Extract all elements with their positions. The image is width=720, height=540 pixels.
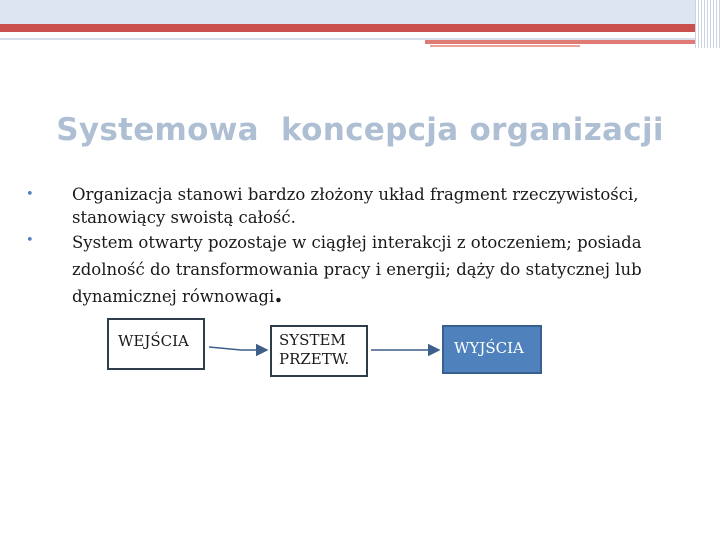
slide-title: Systemowa koncepcja organizacji — [56, 112, 664, 148]
bullet-text: System otwarty pozostaje w ciągłej interakcji z otoczeniem; posiada zdolność do transformowania pracy i energii; dąży do statycznej lub dynamicznej równowagi — [72, 233, 642, 306]
arrow-inputs-to-system — [209, 347, 267, 350]
bullet-trailing-period: . — [274, 279, 283, 308]
outputs-label: WYJŚCIA — [454, 339, 524, 357]
inputs-label: WEJŚCIA — [118, 332, 189, 350]
system-label-line2: PRZETW. — [279, 350, 350, 368]
system-label-line1: SYSTEM — [279, 331, 346, 349]
bullet-marker: • — [26, 233, 34, 248]
bullet-marker: • — [26, 187, 34, 202]
bullet-text: Organizacja stanowi bardzo złożony układ fragment rzeczywistości, stanowiący swoistą całość. — [72, 185, 639, 227]
